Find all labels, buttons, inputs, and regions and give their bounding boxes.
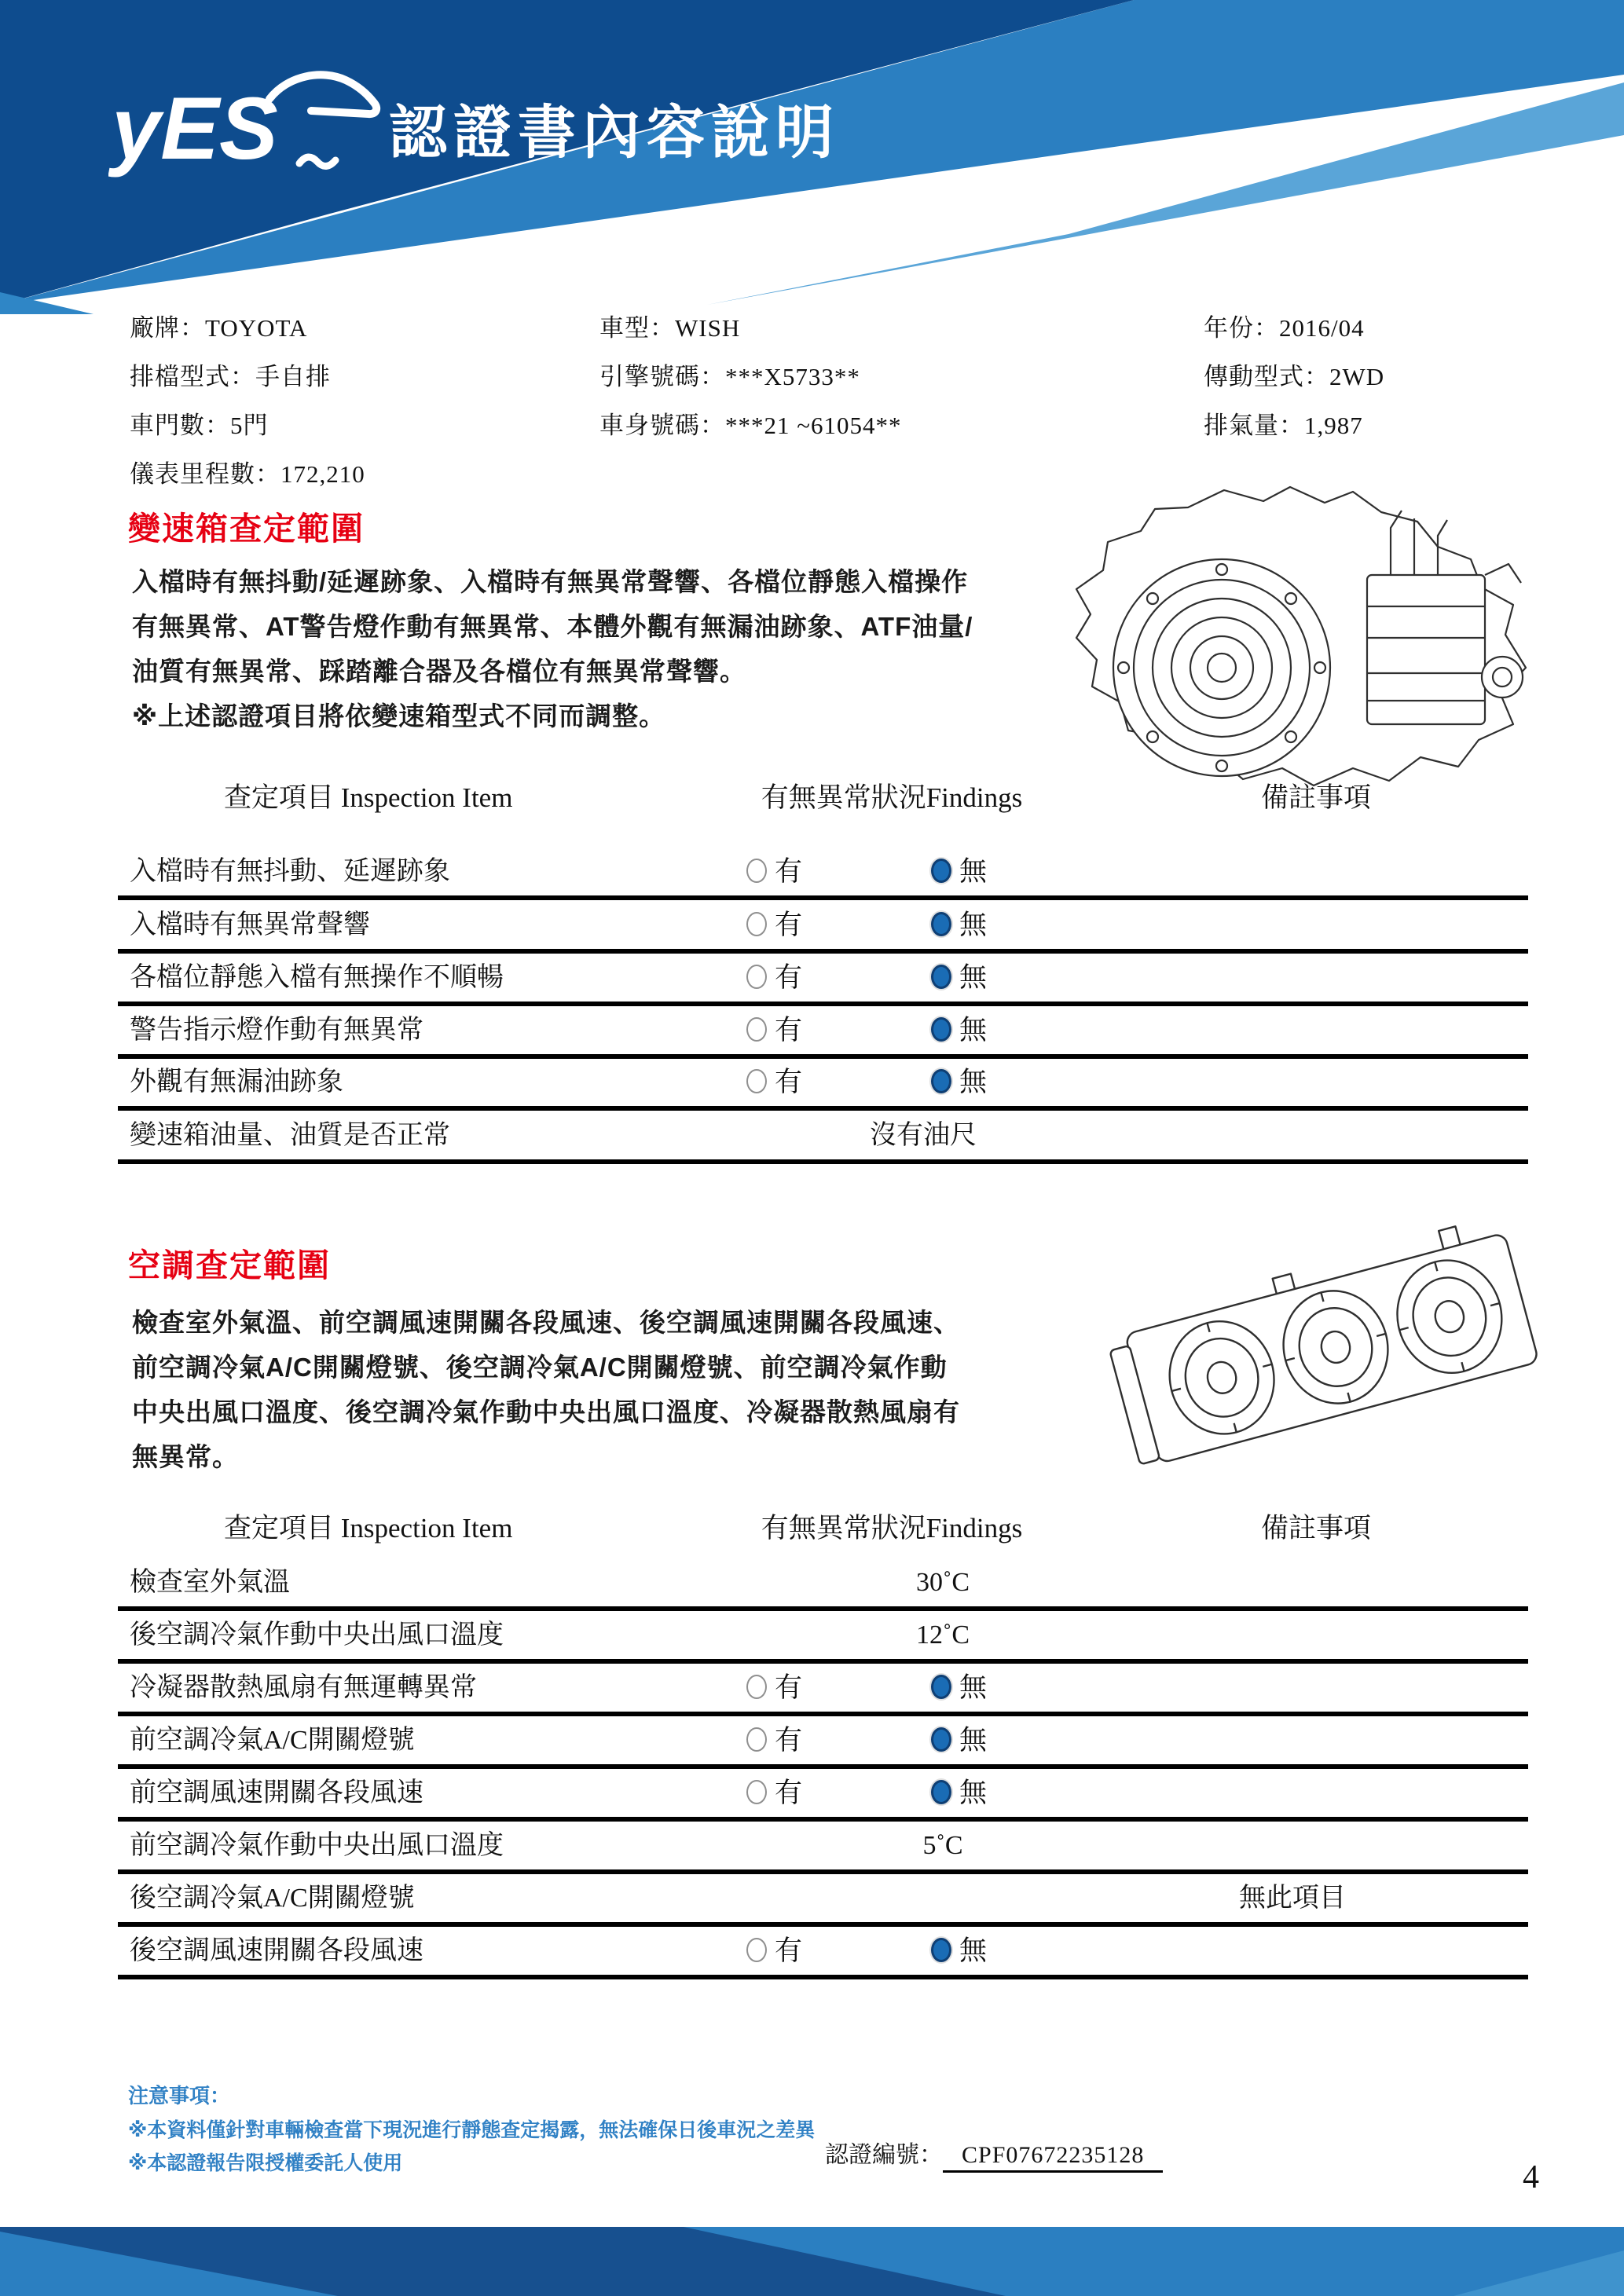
vehicle-field-engine-no: 引擎號碼：***X5733** bbox=[599, 363, 860, 390]
t2-header-remarks: 備註事項 bbox=[1260, 1513, 1371, 1543]
transmission-illustration bbox=[1021, 481, 1548, 795]
transmission-section-title: 變速箱查定範圍 bbox=[128, 511, 365, 547]
ac-desc-line: 檢查室外氣溫、前空調風速開關各段風速、後空調風速開關各段風速、 bbox=[132, 1308, 960, 1337]
table-row: 外觀有無漏油跡象 有 無 bbox=[118, 1058, 1528, 1111]
transmission-desc-line: 有無異常、AT警告燈作動有無異常、本體外觀有無漏油跡象、ATF油量/ bbox=[132, 612, 973, 641]
radio-checked-icon[interactable] bbox=[931, 1938, 951, 1962]
vehicle-field-gearbox: 排檔型式：手自排 bbox=[130, 363, 331, 390]
table-row: 後空調冷氣作動中央出風口溫度 12˚C bbox=[118, 1611, 1528, 1664]
radio-unchecked-icon[interactable] bbox=[746, 1675, 767, 1699]
table-row: 警告指示燈作動有無異常 有 無 bbox=[118, 1006, 1528, 1059]
table-row: 入檔時有無異常聲響 有 無 bbox=[118, 901, 1528, 954]
table-row: 各檔位靜態入檔有無操作不順暢 有 無 bbox=[118, 954, 1528, 1006]
cert-number-value: CPF07672235128 bbox=[943, 2142, 1163, 2173]
finding-value: 30˚C bbox=[916, 1568, 970, 1597]
finding-value: 沒有油尺 bbox=[870, 1121, 977, 1150]
radio-unchecked-icon[interactable] bbox=[746, 1780, 767, 1804]
t1-header-findings: 有無異常狀況Findings bbox=[761, 782, 1023, 813]
road-wave-icon bbox=[299, 157, 335, 167]
radio-checked-icon[interactable] bbox=[931, 912, 951, 936]
radio-unchecked-icon[interactable] bbox=[746, 1069, 767, 1093]
vehicle-field-brand: 廠牌：TOYOTA bbox=[130, 314, 308, 342]
radio-unchecked-icon[interactable] bbox=[746, 1938, 767, 1962]
cert-number-line bbox=[825, 2135, 1163, 2170]
t2-header-item: 查定項目 Inspection Item bbox=[224, 1513, 513, 1543]
ac-section-title: 空調查定範圍 bbox=[128, 1247, 331, 1283]
vehicle-field-vin: 車身號碼：***21 ~61054** bbox=[599, 412, 902, 439]
table-row: 變速箱油量、油質是否正常 沒有油尺 bbox=[118, 1111, 1528, 1164]
ac-desc-line: 無異常。 bbox=[132, 1442, 239, 1471]
radio-checked-icon[interactable] bbox=[931, 1017, 951, 1042]
ac-desc-line: 中央出風口溫度、後空調冷氣作動中央出風口溫度、冷凝器散熱風扇有 bbox=[132, 1397, 960, 1426]
ac-panel-illustration bbox=[1096, 1218, 1575, 1477]
table-row: 前空調風速開關各段風速 有 無 bbox=[118, 1769, 1528, 1822]
ac-desc-line: 前空調冷氣A/C開關燈號、後空調冷氣A/C開關燈號、前空調冷氣作動 bbox=[132, 1353, 948, 1382]
radio-checked-icon[interactable] bbox=[931, 1727, 951, 1752]
radio-unchecked-icon[interactable] bbox=[746, 1727, 767, 1752]
vehicle-field-displacement: 排氣量：1,987 bbox=[1204, 412, 1363, 439]
vehicle-field-year: 年份：2016/04 bbox=[1204, 314, 1365, 342]
vehicle-field-doors: 車門數：5門 bbox=[130, 412, 269, 439]
page-number: 4 bbox=[1523, 2159, 1539, 2195]
radio-checked-icon[interactable] bbox=[931, 1069, 951, 1093]
table-row: 前空調冷氣作動中央出風口溫度 5˚C bbox=[118, 1822, 1528, 1874]
transmission-desc-line: ※上述認證項目將依變速箱型式不同而調整。 bbox=[132, 701, 666, 731]
note-line: ※本認證報告限授權委託人使用 bbox=[128, 2152, 403, 2174]
table-row: 後空調風速開關各段風速 有 無 bbox=[118, 1927, 1528, 1979]
vehicle-field-mileage: 儀表里程數：172,210 bbox=[130, 460, 365, 488]
table-row: 冷凝器散熱風扇有無運轉異常 有 無 bbox=[118, 1664, 1528, 1716]
table-row: 前空調冷氣A/C開關燈號 有 無 bbox=[118, 1716, 1528, 1769]
radio-checked-icon[interactable] bbox=[931, 1780, 951, 1804]
finding-value: 12˚C bbox=[916, 1620, 970, 1650]
radio-checked-icon[interactable] bbox=[931, 1675, 951, 1699]
yes-logo-text: yES bbox=[112, 79, 278, 178]
radio-unchecked-icon[interactable] bbox=[746, 1017, 767, 1042]
transmission-desc-line: 入檔時有無抖動/延遲跡象、入檔時有無異常聲響、各檔位靜態入檔操作 bbox=[132, 567, 969, 596]
note-line: ※本資料僅針對車輛檢查當下現況進行靜態查定揭露，無法確保日後車況之差異 bbox=[128, 2119, 816, 2141]
vehicle-field-model: 車型：WISH bbox=[599, 314, 741, 342]
t2-header-findings: 有無異常狀況Findings bbox=[761, 1513, 1023, 1543]
finding-value: 5˚C bbox=[922, 1831, 963, 1860]
vehicle-field-drivetrain: 傳動型式：2WD bbox=[1204, 363, 1385, 390]
cert-number-label: 認證編號： bbox=[825, 2142, 943, 2168]
remark-value: 無此項目 bbox=[1239, 1884, 1346, 1913]
page-title: 認證書內容說明 bbox=[389, 100, 840, 165]
table-row: 後空調冷氣A/C開關燈號 無此項目 bbox=[118, 1874, 1528, 1927]
t1-header-remarks: 備註事項 bbox=[1260, 782, 1371, 813]
car-swoosh-icon bbox=[269, 75, 376, 114]
radio-unchecked-icon[interactable] bbox=[746, 912, 767, 936]
footer-banner bbox=[0, 2227, 1624, 2296]
table-row: 檢查室外氣溫 30˚C bbox=[118, 1558, 1528, 1611]
yes-logo bbox=[108, 68, 383, 181]
radio-checked-icon[interactable] bbox=[931, 965, 951, 989]
radio-checked-icon[interactable] bbox=[931, 859, 951, 883]
transmission-desc-line: 油質有無異常、踩踏離合器及各檔位有無異常聲響。 bbox=[132, 657, 746, 686]
radio-unchecked-icon[interactable] bbox=[746, 965, 767, 989]
notes-title: 注意事項： bbox=[128, 2084, 231, 2107]
table-row: 入檔時有無抖動、延遲跡象 有 無 bbox=[118, 848, 1528, 900]
t1-header-item: 查定項目 Inspection Item bbox=[224, 782, 513, 813]
radio-unchecked-icon[interactable] bbox=[746, 859, 767, 883]
